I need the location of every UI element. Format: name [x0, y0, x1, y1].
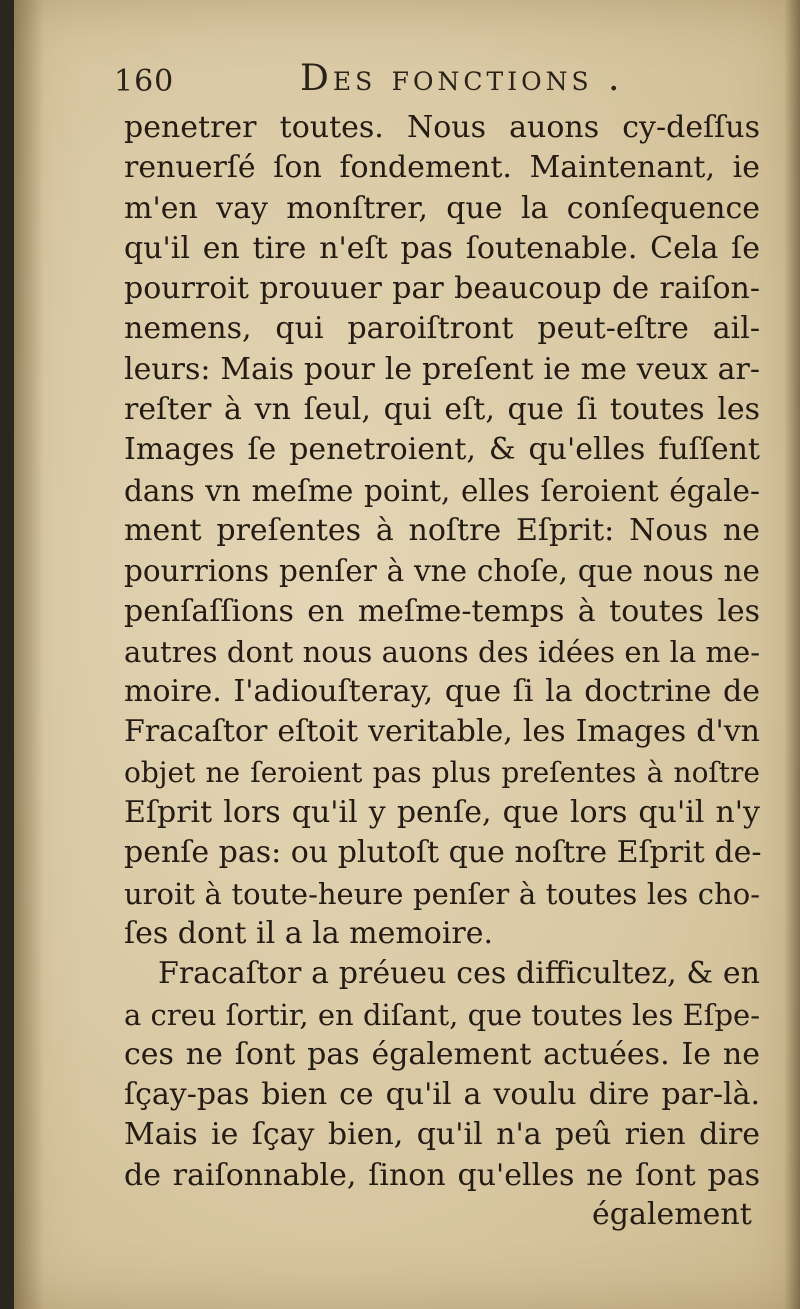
text-line: pourrions penſer à vne choſe, que nous ne	[124, 554, 760, 589]
text-line: Images ſe penetroient, & qu'elles fuſſent	[124, 432, 760, 468]
text-line: leurs: Mais pour le preſent ie me veux ar-	[124, 351, 760, 387]
body-text	[124, 108, 760, 1196]
book-page	[14, 0, 800, 1309]
text-line: moire. I'adiouſteray, que ſi la doctrine de	[124, 674, 760, 710]
catchword: également	[592, 1197, 752, 1232]
text-line: Fracaſtor eſtoit veritable, les Images d'vn	[124, 714, 760, 750]
text-line: Mais ie ſçay bien, qu'il n'a peû rien dire	[124, 1117, 760, 1153]
text-line: ſes dont il a la memoire.	[124, 915, 494, 951]
text-line: m'en vay monſtrer, que la conſequence	[124, 190, 760, 226]
text-line: ſçay-pas bien ce qu'il a voulu dire par-là.	[124, 1077, 760, 1113]
text-line: penſaſſions en meſme-temps à toutes les	[124, 593, 760, 629]
page-number: 160	[114, 64, 175, 99]
text-line: autres dont nous auons des idées en la me-	[124, 634, 760, 669]
text-line: de raiſonnable, ſinon qu'elles ne ſont pas	[124, 1157, 760, 1193]
text-line: Fracaſtor a préueu ces difficultez, & en	[158, 956, 760, 992]
text-line: a creu ſortir, en diſant, que toutes les Eſpe-	[124, 997, 760, 1032]
page-header	[114, 58, 674, 102]
text-line: qu'il en tire n'eſt pas ſoutenable. Cela ſe	[124, 230, 760, 266]
running-title: Des fonctions .	[300, 58, 624, 99]
text-line: Eſprit lors qu'il y penſe, que lors qu'il n'y	[124, 795, 760, 831]
text-line: penſe pas: ou plutoſt que noſtre Eſprit de-	[124, 835, 762, 871]
page-edge-shadow	[784, 0, 800, 1309]
text-line: penetrer toutes. Nous auons cy-deſſus	[124, 110, 760, 145]
text-line: ces ne ſont pas également actuées. Ie ne	[124, 1036, 760, 1072]
text-line: dans vn meſme point, elles ſeroient égale-	[124, 473, 760, 508]
text-line: pourroit prouuer par beaucoup de raiſon-	[124, 271, 760, 307]
text-line: uroit à toute-heure penſer à toutes les cho-	[124, 876, 760, 911]
text-line: reſter à vn ſeul, qui eſt, que ſi toutes les	[124, 392, 760, 428]
page-gutter-shadow	[14, 0, 44, 1309]
text-line: renuerſé ſon fondement. Maintenant, ie	[124, 150, 760, 186]
text-line: objet ne ſeroient pas plus preſentes à noſtre	[124, 755, 760, 789]
text-line: ment preſentes à noſtre Eſprit: Nous ne	[124, 512, 760, 548]
text-line: nemens, qui paroiſtront peut-eſtre ail-	[124, 311, 760, 347]
